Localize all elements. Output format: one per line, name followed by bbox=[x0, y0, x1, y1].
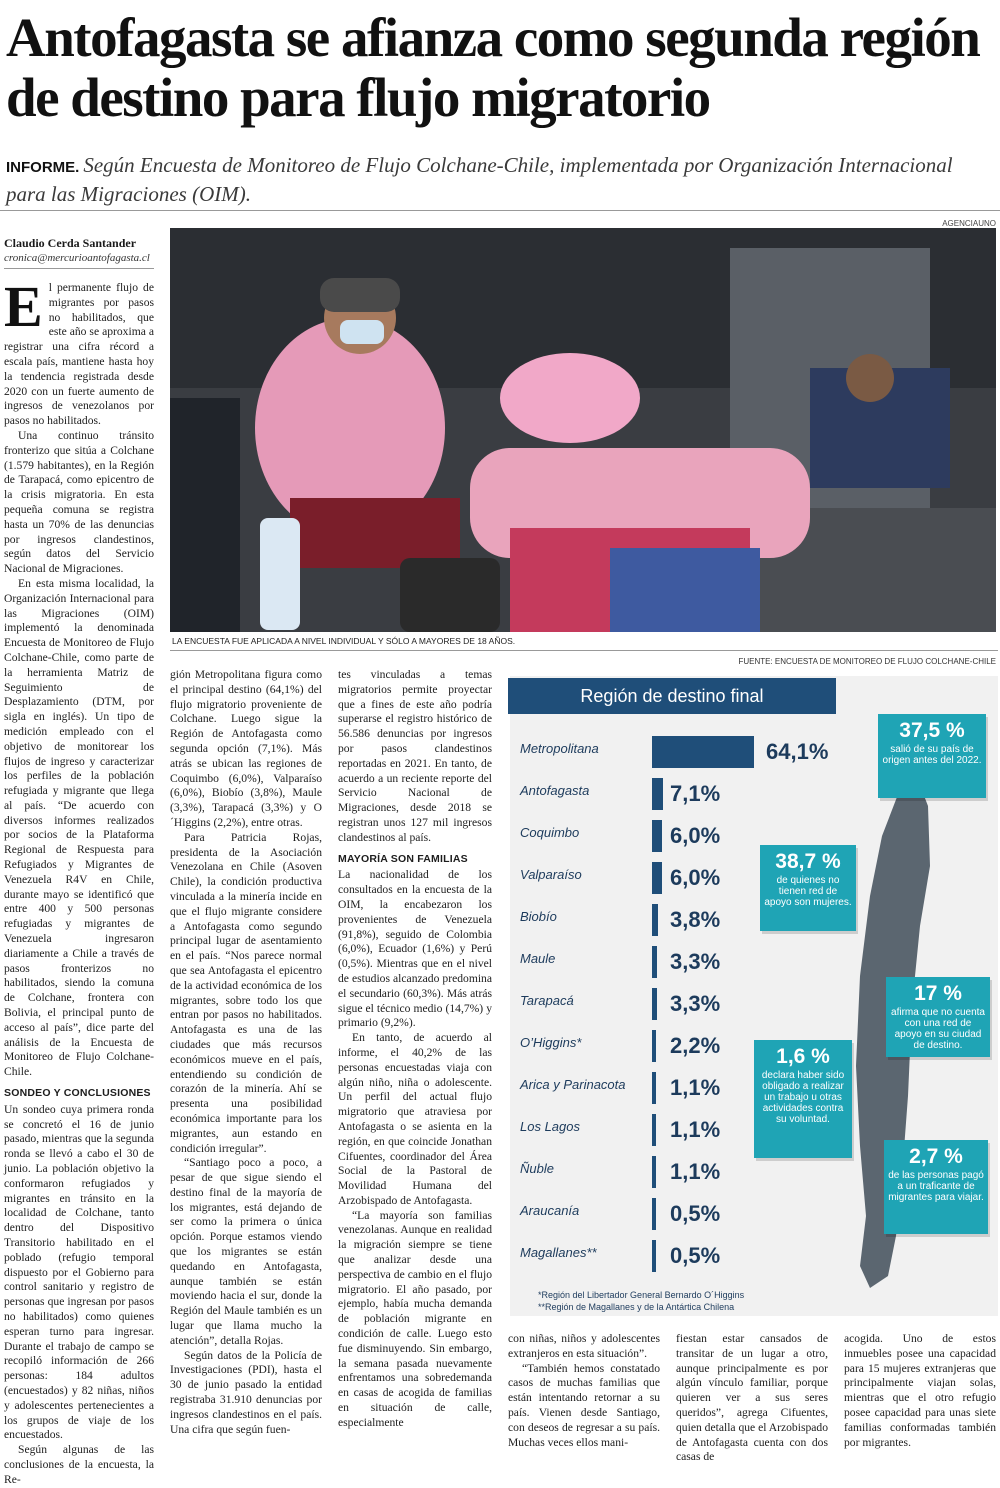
photo-caption: LA ENCUESTA FUE APLICADA A NIVEL INDIVIDUAL Y SÓLO A MAYORES DE 18 AÑOS. bbox=[172, 636, 516, 646]
column-6 bbox=[844, 1332, 996, 1450]
bar bbox=[652, 904, 658, 936]
bar-value-label: 2,2% bbox=[670, 1033, 721, 1058]
col1-paragraph-4: Un sondeo cuya primera ronda se concretó el 16 de junio pasado, mientras que la segunda ronda se llevó a cabo el 30 de junio. La población objetivo la conformaron refugiados y migrantes en tránsito en la localidad de Colchane, tanto dentro del Dispositivo Transitorio habilitado en el poblado (refugio temporal dispuesto por el Gobierno para control sanitario y registro de personas que ingresan por pasos no habilitados) como quienes esperan turno para ingresar. Durante el trabajo de campo se recopiló información de 266 personas: 184 adultos (encuestados) y 82 niñas, niños y adolescentes pertenecientes a los grupos de viaje de los encuestados. bbox=[4, 1102, 154, 1442]
byline-rule bbox=[4, 268, 154, 269]
col2-paragraph-3: “Santiago poco a poco, a pesar de que sigue siendo el destino final de la mayoría de los migrantes, está dejando de ser como la primera o única opción. Porque estamos viendo que los migrantes se están quedando en Antofagasta, aunque también se están moviendo hacia el sur, donde la Región del Maule también es un lugar que llama mucho la atención”, detalla Rojas. bbox=[170, 1156, 322, 1347]
stat-callout bbox=[878, 714, 986, 798]
bar-value-label: 3,8% bbox=[670, 907, 721, 932]
column-4 bbox=[508, 1332, 660, 1450]
header-rule bbox=[0, 210, 1000, 211]
col6-paragraph-1: acogida. Uno de estos inmuebles posee una capacidad para 15 mujeres extranjeras que principalmente viajan solas, mientras que el otro refugio posee capacidad para unas siete familias conformadas también por migrantes. bbox=[844, 1332, 996, 1449]
bar-value-label: 0,5% bbox=[670, 1243, 721, 1268]
footnote-2: **Región de Magallanes y de la Antártica Chilena bbox=[538, 1302, 735, 1312]
bar bbox=[652, 862, 662, 894]
col1-paragraph-5: Según algunas de las conclusiones de la encuesta, la Re- bbox=[4, 1443, 154, 1486]
footnote-1: *Región del Libertador General Bernardo O´Higgins bbox=[538, 1290, 745, 1300]
column-3 bbox=[338, 668, 492, 1431]
bar bbox=[652, 1072, 656, 1104]
bar bbox=[652, 1030, 656, 1062]
bar-label: Maule bbox=[520, 951, 556, 966]
bar-label: Tarapacá bbox=[520, 993, 574, 1008]
photo-credit: AGENCIAUNO bbox=[942, 219, 996, 228]
stat-percentage: 2,7 % bbox=[909, 1145, 963, 1168]
col3-paragraph-2: La nacionalidad de los consultados en la encuesta de la OIM, la encabezaron los provenientes de Venezuela (91,8%), seguido de Colombia (6,0%), Ecuador (1,6%) y Perú (0,5%). Mientras que en el nivel de estudios alcanzado predomina el secundario (60,3%). Más atrás sigue el técnico medio (14,7%) y primario (9,2%). bbox=[338, 868, 492, 1030]
subhead-sondeo: SONDEO Y CONCLUSIONES bbox=[4, 1087, 151, 1100]
stat-callout bbox=[754, 1040, 852, 1158]
bar-label: Araucanía bbox=[520, 1203, 580, 1218]
bar bbox=[652, 778, 663, 810]
col3-paragraph-1: tes vinculadas a temas migratorios permite proyectar que a fines de este año podría superarse el registro histórico de 56.586 denuncias por ingresos por pasos clandestinos reportadas en 2021. En tanto, de acuerdo a un reciente reporte del Servicio Nacional de Migraciones, desde 2018 se registran unos 127 mil ingresos clandestinos al país. bbox=[338, 668, 492, 844]
bar-value-label: 1,1% bbox=[670, 1075, 721, 1100]
stat-callout bbox=[760, 845, 856, 931]
bar bbox=[652, 1240, 656, 1272]
bar-label: Los Lagos bbox=[520, 1119, 580, 1134]
stat-callout bbox=[886, 977, 990, 1057]
bar-value-label: 64,1% bbox=[766, 739, 829, 764]
deck bbox=[6, 152, 996, 207]
deck-kicker: INFORME. bbox=[6, 159, 80, 176]
stat-percentage: 37,5 % bbox=[899, 719, 965, 742]
column-2 bbox=[170, 668, 322, 1437]
bar-value-label: 3,3% bbox=[670, 949, 721, 974]
bar-value-label: 6,0% bbox=[670, 865, 721, 890]
bar-value-label: 3,3% bbox=[670, 991, 721, 1016]
news-photo bbox=[170, 228, 996, 632]
bar-value-label: 7,1% bbox=[670, 781, 721, 806]
bar-label: Valparaíso bbox=[520, 867, 582, 882]
stat-percentage: 1,6 % bbox=[776, 1045, 830, 1068]
stat-percentage: 38,7 % bbox=[775, 850, 841, 873]
bar-value-label: 1,1% bbox=[670, 1159, 721, 1184]
bar bbox=[652, 988, 657, 1020]
bar-label: Arica y Parinacota bbox=[520, 1077, 626, 1092]
bar-label: Ñuble bbox=[520, 1161, 554, 1176]
headline: Antofagasta se afianza como segunda región de destino para flujo migratorio bbox=[6, 7, 980, 128]
col2-paragraph-4: Según datos de la Policía de Investigaciones (PDI), hasta el 30 de junio pasado la entidad registraba 31.910 denuncias por ingresos clandestinos en el país. Una cifra que según fuen- bbox=[170, 1348, 322, 1436]
bar-value-label: 6,0% bbox=[670, 823, 721, 848]
bar bbox=[652, 1156, 656, 1188]
chart-source: FUENTE: ENCUESTA DE MONITOREO DE FLUJO COLCHANE-CHILE bbox=[738, 657, 996, 666]
col5-paragraph-1: fiestan estar cansados de transitar de un lugar a otro, aunque principalmente es por algún vínculo familiar, porque quieren ver a sus seres queridos”, agrega Cifuentes, quien detalla que el Arzobispado de Antofagasta cuenta con dos casas de bbox=[676, 1332, 828, 1464]
bar bbox=[652, 736, 754, 768]
bar-label: O’Higgins* bbox=[520, 1035, 582, 1050]
chart-title: Región de destino final bbox=[508, 678, 836, 714]
deck-text: Según Encuesta de Monitoreo de Flujo Colchane-Chile, implementada por Organización Internacional para las Migraciones (OIM). bbox=[6, 153, 953, 206]
stat-callout bbox=[884, 1140, 988, 1234]
column-1 bbox=[4, 274, 154, 1488]
col2-paragraph-1: gión Metropolitana figura como el principal destino (64,1%) del flujo migratorio proveniente de Colchane. Luego sigue la Región de Antofagasta como segunda opción (7,1%). Más atrás se ubican las regiones de Coquimbo (6,0%), Valparaíso (6,0%), Biobío (3,8%), Maule (3,3%), Tarapacá (3,3%) y O´Higgins (2,2%), entre otras. bbox=[170, 668, 322, 829]
bar-label: Metropolitana bbox=[520, 741, 599, 756]
col3-paragraph-4: “La mayoría son familias venezolanas. Aunque en realidad la migración siempre se tiene que analizar desde una perspectiva de cambio en el flujo migratorio. El año pasado, por ejemplo, había mucha demanda de población migrante en condición de calle. Luego esto fue disminuyendo. Sin embargo, la semana pasada nuevamente enfrentamos una sobredemanda en casas de acogida de familias en situación de calle, especialmente bbox=[338, 1208, 492, 1429]
bar bbox=[652, 946, 657, 978]
drop-cap: E bbox=[4, 274, 43, 339]
stat-description: de quienes no tienen red de apoyo son mujeres. bbox=[764, 875, 852, 908]
bar-label: Antofagasta bbox=[520, 783, 590, 798]
caption-rule bbox=[170, 650, 998, 651]
stat-description: salió de su país de origen antes del 2022. bbox=[882, 744, 982, 766]
col1-paragraph-3: En esta misma localidad, la Organización Internacional para las Migraciones (OIM) implementó la denominada Encuesta de Monitoreo de Flujo Colchane-Chile, como parte de la herramienta Matriz de Seguimiento de Desplazamiento (DTM, por sigla en inglés). Un tipo de medición empleado con el objetivo de monitorear los flujos de ingreso y caracterizar los perfiles de la población refugiada y migrante que llega al país. “De acuerdo con diversos informes realizados por socios de la Plataforma Regional de Respuesta para Refugiados y Migrantes de Venezuela R4V en Chile, durante mayo se identificó que entre 400 y 500 personas refugiadas y migrantes de Venezuela ingresaron diariamente a Chile a través de pasos fronterizos no habilitados, siendo la comuna de Colchane, frontera con Bolivia, el principal punto de acceso al país”, dice parte del análisis de la Encuesta de Monitoreo de Flujo Colchane-Chile. bbox=[4, 576, 154, 1079]
bar bbox=[652, 1114, 656, 1146]
byline-email: cronica@mercurioantofagasta.cl bbox=[4, 252, 150, 264]
bar bbox=[652, 820, 662, 852]
stat-description: afirma que no cuenta con una red de apoyo en su ciudad de destino. bbox=[891, 1007, 985, 1051]
stat-percentage: 17 % bbox=[914, 982, 962, 1005]
col1-paragraph-1: l permanente flujo de migrantes por pasos no habilitados, que este año se aproxima a registrar una cifra récord a escala país, mantiene hasta hoy la tendencia registrada desde 2020 con un fuerte aumento de ingresos de venezolanos por pasos no habilitados. bbox=[4, 281, 154, 428]
byline-author: Claudio Cerda Santander bbox=[4, 236, 137, 250]
bar bbox=[652, 1198, 656, 1230]
bar-label: Biobío bbox=[520, 909, 557, 924]
stat-description: declara haber sido obligado a realizar un trabajo u otras actividades contra su voluntad. bbox=[761, 1070, 845, 1125]
bar-label: Magallanes** bbox=[520, 1245, 597, 1260]
bar-value-label: 1,1% bbox=[670, 1117, 721, 1142]
col4-paragraph-1: con niñas, niños y adolescentes extranjeros en esta situación”. bbox=[508, 1332, 660, 1360]
col4-paragraph-2: “También hemos constatado casos de muchas familias que están intentando retornar a su país. Vienen desde Santiago, con deseos de regresar a su país. Muchas veces ellos mani- bbox=[508, 1361, 660, 1449]
bar-value-label: 0,5% bbox=[670, 1201, 721, 1226]
col3-paragraph-3: En tanto, de acuerdo al informe, el 40,2% de las personas encuestadas viaja con algún niño, niña o adolescente. Un perfil del actual flujo migratorio que atraviesa por Antofagasta o se asienta en la región, en que coincide Jonathan Cifuentes, coordinador del Área Social de la Pastoral de Movilidad Humana del Arzobispado de Antofagasta. bbox=[338, 1031, 492, 1207]
col2-paragraph-2: Para Patricia Rojas, presidenta de la Asociación Venezolana en Chile (Asoven Chile), la condición productiva vinculada a la minería incide en que el flujo migrante considere a Antofagasta como segundo principal lugar de asentamiento en el país. “Nos parece normal que sea Antofagasta el epicentro de la actividad económica de los migrantes, sobre todo los que entran por pasos no habilitados. Antofagasta es una de las ciudades que más recursos económicos mueve en el país, entendiendo su condición de corazón de la minería. Ahí se presenta una posibilidad económica importante para los migrantes, aun estando en condición irregular”. bbox=[170, 830, 322, 1155]
subhead-familias: MAYORÍA SON FAMILIAS bbox=[338, 852, 468, 865]
bar-label: Coquimbo bbox=[520, 825, 580, 840]
news-photo-illustration bbox=[170, 228, 996, 632]
col1-paragraph-2: Una continuo tránsito fronterizo que sitúa a Colchane (1.579 habitantes), en la Región de Tarapacá, como epicentro de la crisis migratoria. En esta pequeña comuna se registra hasta un 70% de las denuncias por ingresos clandestinos, según datos del Servicio Nacional de Migraciones. bbox=[4, 428, 154, 576]
column-5 bbox=[676, 1332, 828, 1465]
stat-description: de las personas pagó a un traficante de migrantes para viajar. bbox=[888, 1170, 984, 1203]
